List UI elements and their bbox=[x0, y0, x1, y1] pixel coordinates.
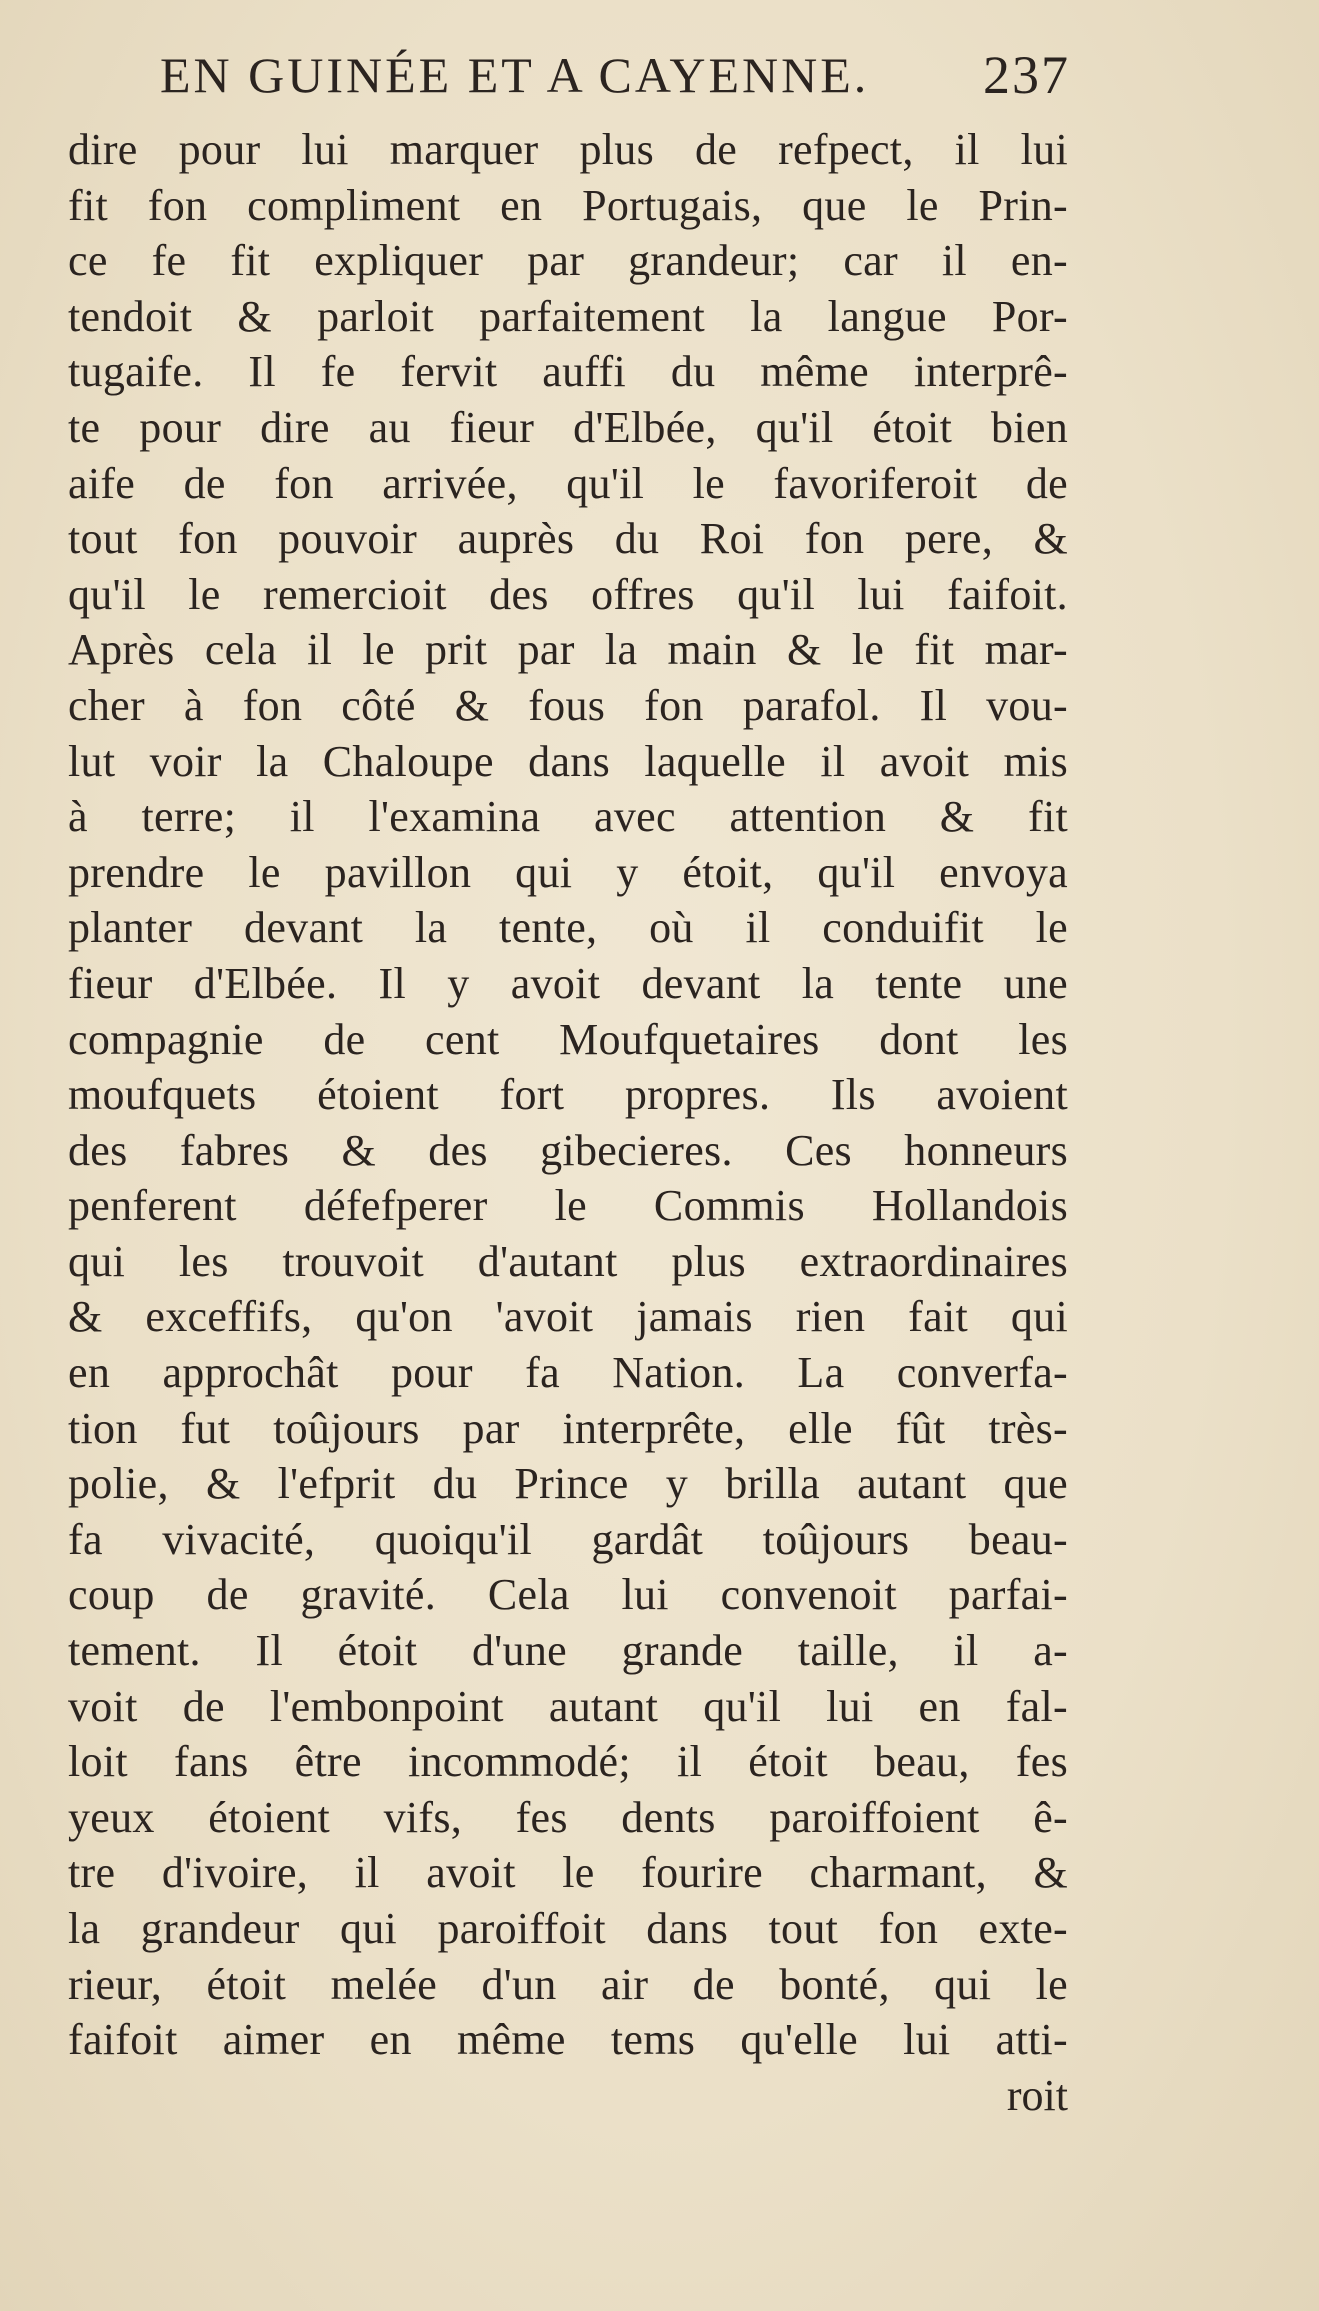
text-line-31: yeux étoient vifs, fes dents paroiffoient ê- bbox=[68, 1792, 1068, 1842]
text-line-5: tugaife. Il fe fervit auffi du même interprê- bbox=[68, 347, 1068, 397]
page-header bbox=[160, 40, 1070, 110]
text-line-4: tendoit & parloit parfaitement la langue Por- bbox=[68, 291, 1068, 341]
text-line-34: rieur, étoit melée d'un air de bonté, qui le bbox=[68, 1959, 1068, 2009]
text-line-7: aife de fon arrivée, qu'il le favoriferoit de bbox=[68, 458, 1068, 508]
text-line-16: fieur d'Elbée. Il y avoit devant la tente une bbox=[68, 958, 1068, 1008]
page-number: 237 bbox=[983, 45, 1070, 105]
text-line-21: qui les trouvoit d'autant plus extraordinaires bbox=[68, 1236, 1068, 1286]
text-line-33: la grandeur qui paroiffoit dans tout fon exte- bbox=[68, 1904, 1068, 1953]
running-title: EN GUINÉE ET A CAYENNE. bbox=[160, 47, 870, 103]
text-line-28: tement. Il étoit d'une grande taille, il a- bbox=[68, 1626, 1068, 1676]
text-line-9: qu'il le remercioit des offres qu'il lui faifoit. bbox=[68, 569, 1068, 619]
text-line-26: fa vivacité, quoiqu'il gardât toûjours beau- bbox=[68, 1514, 1068, 1564]
text-line-13: à terre; il l'examina avec attention & fit bbox=[68, 792, 1068, 842]
text-line-23: en approchât pour fa Nation. La converfa- bbox=[68, 1348, 1068, 1398]
text-line-3: ce fe fit expliquer par grandeur; car il en- bbox=[68, 236, 1068, 286]
text-line-2: fit fon compliment en Portugais, que le Prin- bbox=[68, 180, 1068, 230]
text-line-20: penferent défefperer le Commis Hollandois bbox=[68, 1181, 1068, 1231]
text-line-19: des fabres & des gibecieres. Ces honneurs bbox=[68, 1125, 1068, 1175]
body-text bbox=[68, 122, 1068, 2123]
catchword: roit bbox=[1006, 2070, 1068, 2120]
text-line-22: & exceffifs, qu'on 'avoit jamais rien fait qui bbox=[68, 1292, 1068, 1342]
text-line-10: Après cela il le prit par la main & le fit mar- bbox=[68, 625, 1068, 675]
text-line-29: voit de l'embonpoint autant qu'il lui en fal- bbox=[68, 1681, 1068, 1731]
text-line-32: tre d'ivoire, il avoit le fourire charmant, & bbox=[68, 1848, 1068, 1898]
text-line-30: loit fans être incommodé; il étoit beau, fes bbox=[68, 1737, 1068, 1787]
text-line-35: faifoit aimer en même tems qu'elle lui atti- bbox=[68, 2015, 1068, 2065]
text-line-1: dire pour lui marquer plus de refpect, il lui bbox=[68, 125, 1068, 174]
text-line-6: te pour dire au fieur d'Elbée, qu'il étoit bien bbox=[68, 402, 1068, 452]
text-line-15: planter devant la tente, où il conduifit le bbox=[68, 903, 1068, 953]
text-line-24: tion fut toûjours par interprête, elle fût très- bbox=[68, 1403, 1068, 1453]
text-line-14: prendre le pavillon qui y étoit, qu'il envoya bbox=[68, 847, 1068, 897]
text-line-25: polie, & l'efprit du Prince y brilla autant que bbox=[68, 1459, 1068, 1509]
text-line-8: tout fon pouvoir auprès du Roi fon pere, & bbox=[68, 514, 1068, 564]
text-line-11: cher à fon côté & fous fon parafol. Il vou- bbox=[68, 680, 1068, 730]
text-line-27: coup de gravité. Cela lui convenoit parfai- bbox=[68, 1570, 1068, 1620]
text-line-12: lut voir la Chaloupe dans laquelle il avoit mis bbox=[68, 736, 1068, 786]
text-line-17: compagnie de cent Moufquetaires dont les bbox=[68, 1014, 1068, 1064]
text-line-18: moufquets étoient fort propres. Ils avoient bbox=[68, 1070, 1068, 1120]
